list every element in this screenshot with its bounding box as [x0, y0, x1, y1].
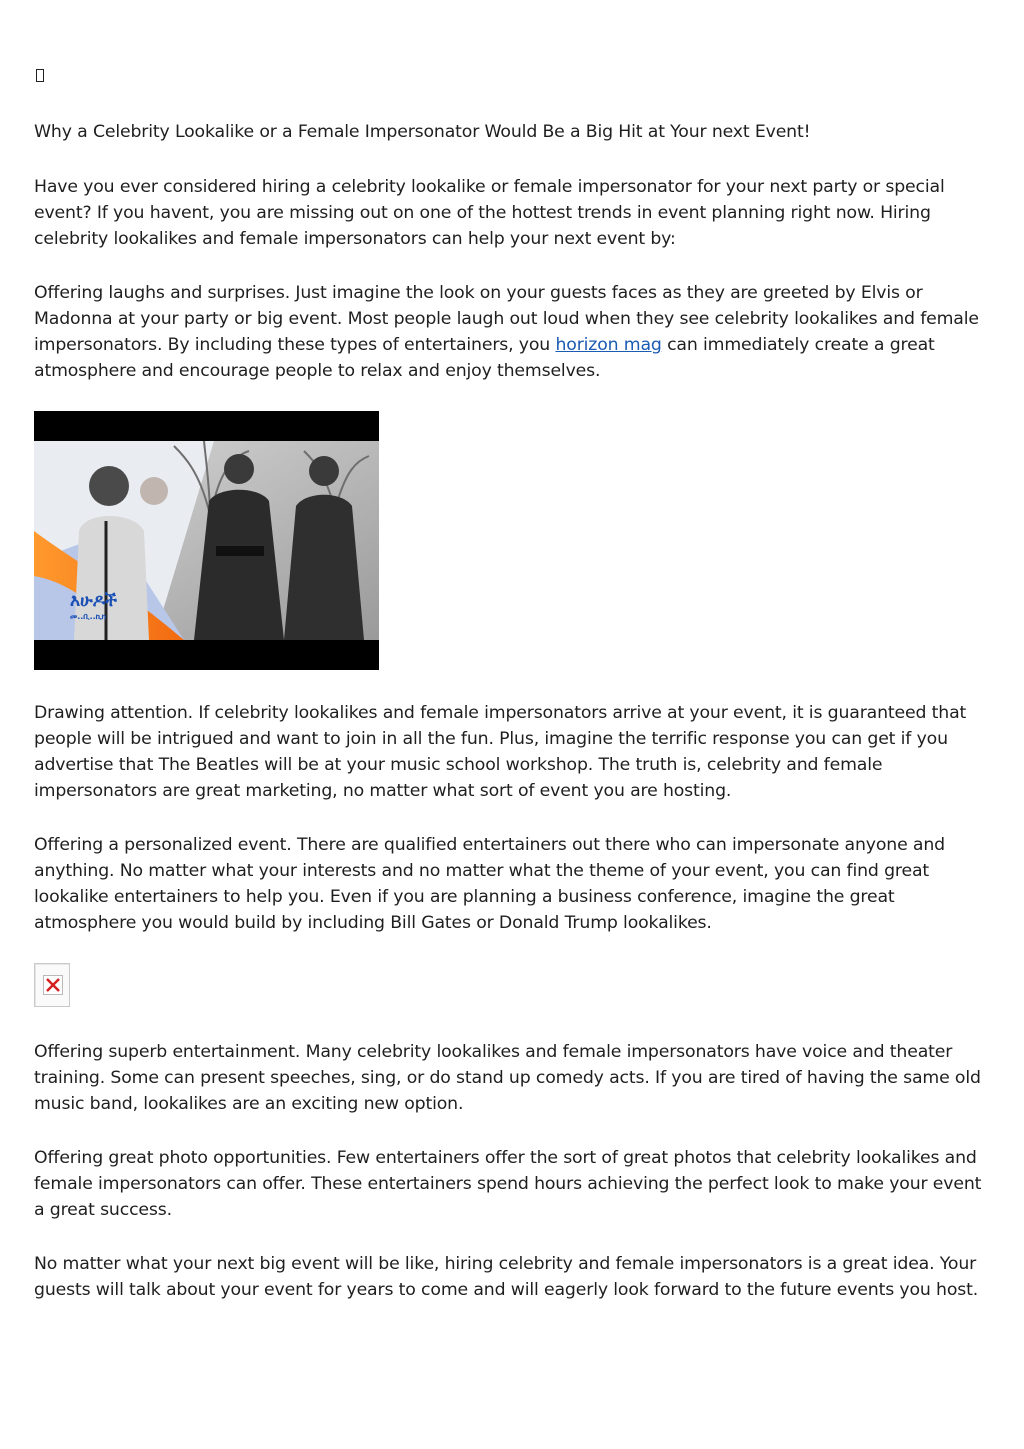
paragraph-conclusion: No matter what your next big event will be like, hiring celebrity and female impersonators is a great idea. Your guests will talk about your event for years to come and will eagerly look forward to the future events you host. [34, 1254, 979, 1300]
article-heading: Why a Celebrity Lookalike or a Female Impersonator Would Be a Big Hit at Your next Event! [34, 122, 811, 142]
article-photo [34, 411, 379, 670]
broken-image-icon [34, 963, 70, 1007]
paragraph-attention: Drawing attention. If celebrity lookalikes and female impersonators arrive at your event, it is guaranteed that people will be intrigued and want to join in all the fun. Plus, imagine the terrific response you can get if you advertise that The Beatles will be at your music school workshop. The truth is, celebrity and female impersonators are great marketing, no matter what sort of event you are hosting. [34, 703, 967, 801]
red-x-icon [43, 975, 63, 995]
horizon-mag-link[interactable]: horizon mag [555, 335, 662, 355]
paragraph-photo-opportunities: Offering great photo opportunities. Few entertainers offer the sort of great photos that celebrity lookalikes and female impersonators can offer. These entertainers spend hours achieving the perfect look to make your event a great success. [34, 1148, 982, 1220]
paragraph-personalized: Offering a personalized event. There are qualified entertainers out there who can impersonate anyone and anything. No matter what your interests and no matter what the theme of your event, you can find great lookalike entertainers to help you. Even if you are planning a business conference, imagine the great atmosphere you would build by including Bill Gates or Donald Trump lookalikes. [34, 835, 945, 933]
paragraph-laughs [34, 280, 994, 384]
logo-text-line2: መ..ቢ..ኪክ [70, 612, 106, 621]
paragraph-intro: Have you ever considered hiring a celebrity lookalike or female impersonator for your next party or special event? If you havent, you are missing out on one of the hottest trends in event planning right now. Hiring celebrity lookalikes and female impersonators can help your next event by: [34, 177, 945, 249]
performers-photo-illustration [34, 411, 379, 670]
logo-text-line1: እሁዶች [70, 591, 118, 611]
paragraph-laughs-text-b: can immediately create a great atmosphere and encourage people to relax and enjoy themselves. [34, 335, 935, 381]
paragraph-laughs-text-a: Offering laughs and surprises. Just imagine the look on your guests faces as they are greeted by Elvis or Madonna at your party or big event. Most people laugh out loud when they see celebrity lookalikes and female impersonators. By including these types of entertainers, you [34, 283, 979, 355]
paragraph-entertainment: Offering superb entertainment. Many celebrity lookalikes and female impersonators have voice and theater training. Some can present speeches, sing, or do stand up comedy acts. If you are tired of having the same old music band, lookalikes are an exciting new option. [34, 1042, 981, 1114]
missing-glyph-icon [36, 69, 44, 82]
